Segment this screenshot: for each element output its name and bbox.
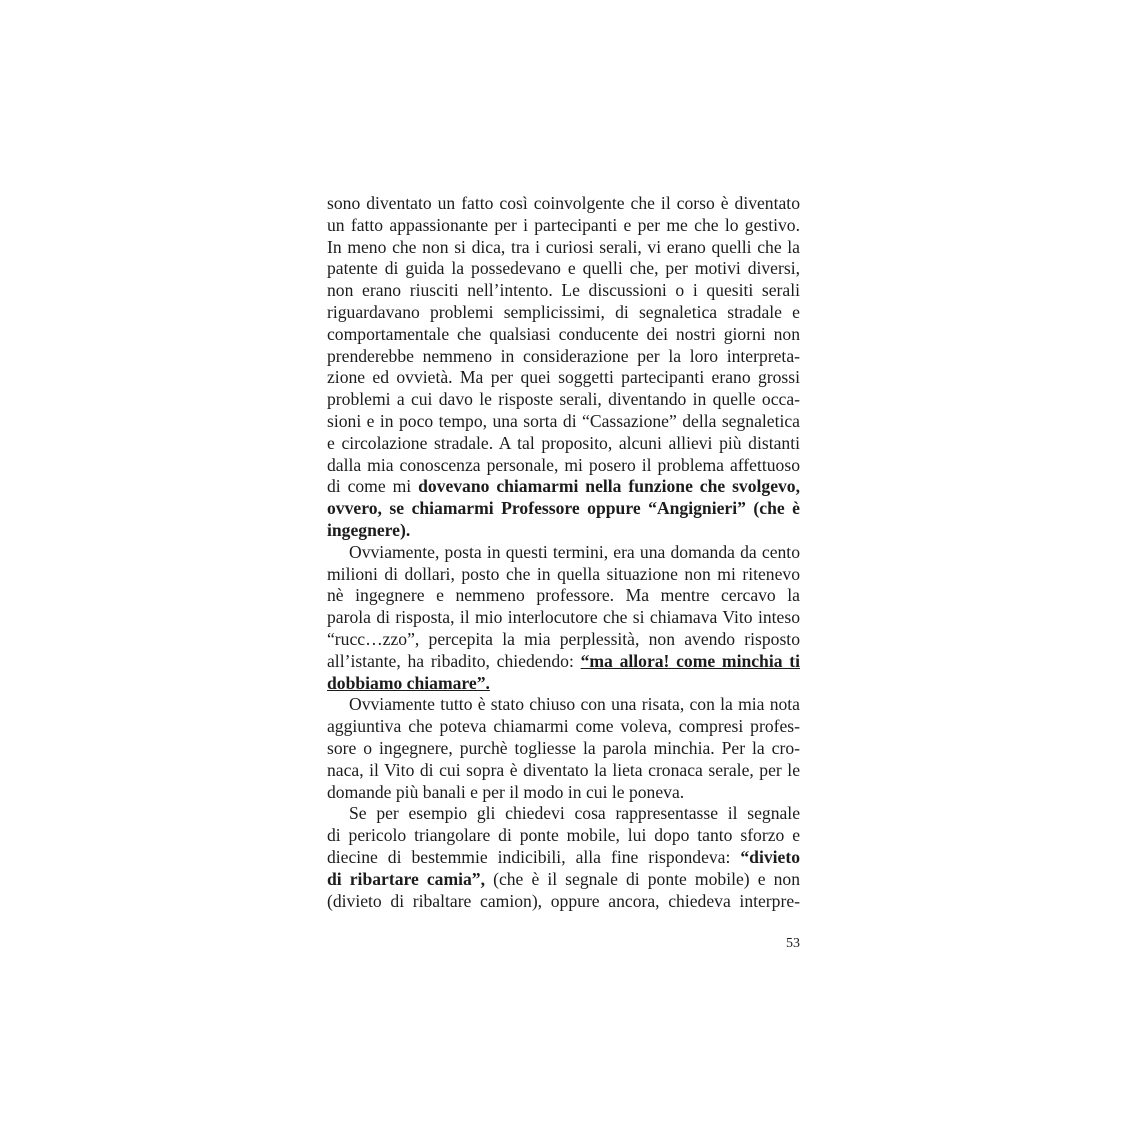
text-segment: Ovviamente, posta in questi termini, era una domanda da cento — [349, 541, 800, 562]
text-line — [327, 716, 800, 738]
text-segment: nè ingegnere e nemmeno professore. Ma mentre cercavo la — [327, 585, 800, 606]
text-segment: e circolazione stradale. A tal proposito, alcuni allievi più distanti — [327, 432, 800, 453]
text-segment: un fatto appassionante per i partecipanti e per me che lo gestivo. — [327, 214, 800, 235]
text-segment: non erano riusciti nell’intento. Le discussioni o i quesiti serali — [327, 280, 800, 301]
text-line — [327, 869, 800, 891]
text-line — [327, 346, 800, 368]
text-line — [327, 694, 800, 716]
text-segment: problemi a cui davo le risposte serali, diventando in quelle occa- — [327, 389, 800, 410]
text-segment: riguardavano problemi semplicissimi, di segnaletica stradale e — [327, 301, 800, 322]
text-segment: zione ed ovvietà. Ma per quei soggetti partecipanti erano grossi — [327, 367, 800, 388]
text-segment: milioni di dollari, posto che in quella situazione non mi ritenevo — [327, 563, 800, 584]
text-segment: dalla mia conoscenza personale, mi posero il problema affettuoso — [327, 454, 800, 475]
text-line — [327, 476, 800, 498]
text-line — [327, 651, 800, 673]
text-line — [327, 258, 800, 280]
text-segment: di come mi — [327, 476, 419, 497]
text-segment: diecine di bestemmie indicibili, alla fine rispondeva: — [327, 846, 741, 867]
bold-text: ingegnere). — [327, 519, 411, 540]
text-line — [327, 564, 800, 586]
text-line — [327, 782, 800, 804]
text-line — [327, 825, 800, 847]
text-segment: parola di risposta, il mio interlocutore che si chiamava Vito inteso — [327, 607, 800, 628]
text-segment: naca, il Vito di cui sopra è diventato la lieta cronaca serale, per le — [327, 759, 800, 780]
text-line — [327, 803, 800, 825]
text-line — [327, 302, 800, 324]
text-line — [327, 411, 800, 433]
text-line — [327, 498, 800, 520]
text-segment: prenderebbe nemmeno in considerazione per la loro interpreta- — [327, 345, 800, 366]
text-line — [327, 215, 800, 237]
text-line — [327, 542, 800, 564]
text-segment: sono diventato un fatto così coinvolgente che il corso è diventato — [327, 193, 800, 213]
text-segment: aggiuntiva che poteva chiamarmi come voleva, compresi profes- — [327, 716, 800, 737]
text-line — [327, 847, 800, 869]
text-line — [327, 280, 800, 302]
underlined-bold-text: “ma allora! come minchia ti — [580, 650, 801, 671]
text-line — [327, 455, 800, 477]
text-line — [327, 607, 800, 629]
text-segment: Ovviamente tutto è stato chiuso con una risata, con la mia nota — [349, 694, 800, 715]
text-segment: di pericolo triangolare di ponte mobile, lui dopo tanto sforzo e — [327, 825, 800, 846]
text-line — [327, 760, 800, 782]
text-segment: In meno che non si dica, tra i curiosi serali, vi erano quelli che la — [327, 236, 800, 257]
text-segment: sore o ingegnere, purchè togliesse la parola minchia. Per la cro- — [327, 737, 800, 758]
underlined-bold-text: dobbiamo chiamare”. — [327, 672, 490, 693]
text-segment: patente di guida la possedevano e quelli che, per motivi diversi, — [327, 258, 800, 279]
text-line — [327, 237, 800, 259]
bold-text: ovvero, se chiamarmi Professore oppure “Angignieri” (che è — [327, 498, 800, 519]
text-line — [327, 585, 800, 607]
text-line — [327, 389, 800, 411]
text-line — [327, 520, 800, 542]
text-line — [327, 193, 800, 215]
body-text — [327, 193, 800, 912]
text-segment: (che è il segnale di ponte mobile) e non — [485, 868, 800, 889]
text-segment: all’istante, ha ribadito, chiedendo: — [327, 650, 581, 671]
page-number: 53 — [786, 936, 800, 951]
bold-text: “divieto — [740, 846, 800, 867]
bold-text: di ribartare camia”, — [327, 868, 486, 889]
text-line — [327, 891, 800, 913]
text-line — [327, 324, 800, 346]
text-segment: comportamentale che qualsiasi conducente dei nostri giorni non — [327, 323, 800, 344]
text-segment: Se per esempio gli chiedevi cosa rappresentasse il segnale — [349, 803, 800, 824]
bold-text: dovevano chiamarmi nella funzione che svolgevo, — [418, 476, 801, 497]
text-line — [327, 673, 800, 695]
text-segment: (divieto di ribaltare camion), oppure ancora, chiedeva interpre- — [327, 890, 800, 911]
text-segment: sioni e in poco tempo, una sorta di “Cassazione” della segnaletica — [327, 410, 800, 431]
text-line — [327, 629, 800, 651]
text-line — [327, 738, 800, 760]
text-segment: “rucc…zzo”, percepita la mia perplessità, non avendo risposto — [327, 628, 800, 649]
text-line — [327, 433, 800, 455]
text-segment: domande più banali e per il modo in cui le poneva. — [327, 781, 685, 802]
text-line — [327, 367, 800, 389]
